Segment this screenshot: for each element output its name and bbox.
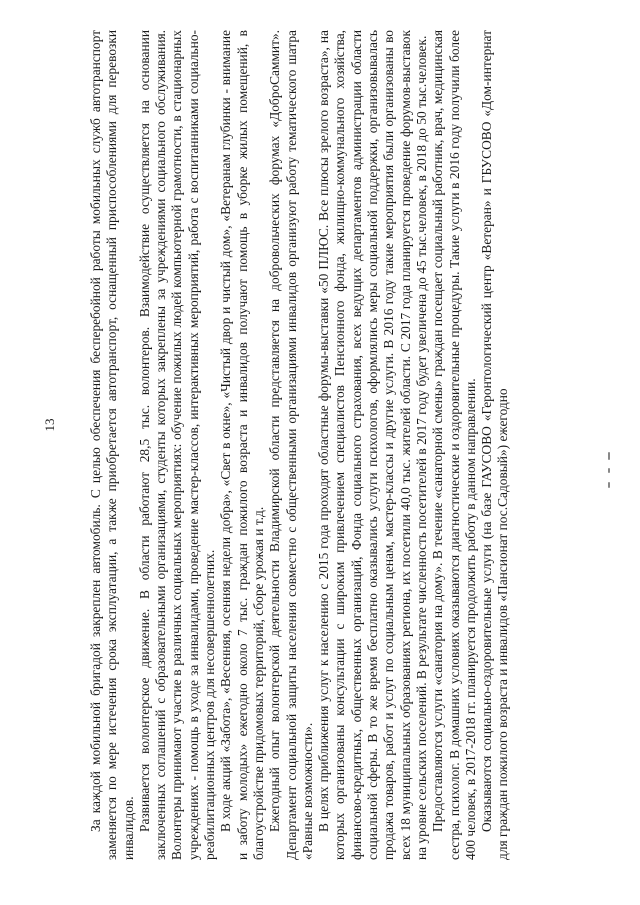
paragraph-health-services: Оказываются социально-оздоровительные услуги (на базе ГАУСОВО «Геронтологический центр «Ветеран» и ГБУСОВО «Дом-интернат для граждан пожилого возраста и инвалидов «Пансионат пос.Садовый») ежегодно xyxy=(479,30,511,860)
scan-speck xyxy=(608,482,610,488)
paragraph-charity-actions: В ходе акций «Забота», «Весенняя, осенняя недели добра», «Свет в окне», «Чистый двор и чистый дом», «Ветеранам глубинки - внимание и заботу молодых» ежегодно около 7 тыс. граждан пожилого возраста и инвалидов получают помощь в уборке жилых помещений, в благоустройстве придомовых территорий, сборе урожая и т.д. xyxy=(218,30,266,860)
paragraph-dobrosammit: Ежегодный опыт волонтерской деятельности Владимирской области представляется на добровольческих форумах «ДоброСаммит». Департамент социальной защиты населения совместно с общественными организациями инвалидов организуют работу тематического шатра «Равные возможности». xyxy=(267,30,315,860)
paragraph-forum-50-plus: В целях приближения услуг к населению с 2015 года проходят областные форумы-выставки «50 ПЛЮС. Все плюсы зрелого возраста», на которых организованы консультации с широким привлечением специалистов Пенсионного фонда, жилищно-коммунального хозяйства, финансово-кредитных, общественных организаций, Фонда социального страхования, всех ведущих департаментов администрации области социальной сферы. В то же время бесплатно оказывались услуги психологов, оформлялись меры социальной поддержки, организовывалась продажа товаров, работ и услуг по социальным ценам, мастер-классы и другие услуги. В 2016 году такие мероприятия были организованы во всех 18 муниципальных образованиях региона, их посетили 40,0 тыс. жителей области. С 2017 года планируется проведение форумов-выставок на уровне сельских поселений. В результате численность посетителей в 2017 году будет увеличена до 45 тыс.человек, в 2018 до 50 тыс.человек. xyxy=(316,30,429,860)
paragraph-volunteer-movement: Развивается волонтерское движение. В области работают 28,5 тыс. волонтеров. Взаимодействие осуществляется на основании заключенных соглашений с образовательными организациями, студенты которых закреплены за учреждениями социального обслуживания. Волонтеры принимают участие в различных социальных мероприятиях: обучение пожилых людей компьютерной грамотности, в стационарных учреждениях - помощь в уходе за инвалидами, проведение мастер-классов, интерактивных мероприятий, работа с воспитанниками социально-реабилитационных центров для несовершеннолетних. xyxy=(136,30,218,860)
document-body xyxy=(88,30,593,860)
scan-speck xyxy=(608,468,610,473)
paragraph-home-sanatorium: Предоставляются услуги «санатория на дому». В течение «санаторной смены» граждан посещает социальный работник, врач, медицинская сестра, психолог. В домашних условиях оказываются диагностические и оздоровительные процедуры. Такие услуги в 2016 году получили более 400 человек, в 2017-2018 гг. планируется продолжить работу в данном направлении. xyxy=(430,30,478,860)
page-number: 13 xyxy=(42,418,57,432)
scan-speck xyxy=(608,452,610,460)
paragraph-mobile-brigades: За каждой мобильной бригадой закреплен автомобиль. С целью обеспечения бесперебойной работы мобильных служб автотранспорт заменяется по мере истечения срока эксплуатации, а также приобретается автотранспорт, оснащенный приспособлениями для перевозки инвалидов. xyxy=(88,30,136,860)
